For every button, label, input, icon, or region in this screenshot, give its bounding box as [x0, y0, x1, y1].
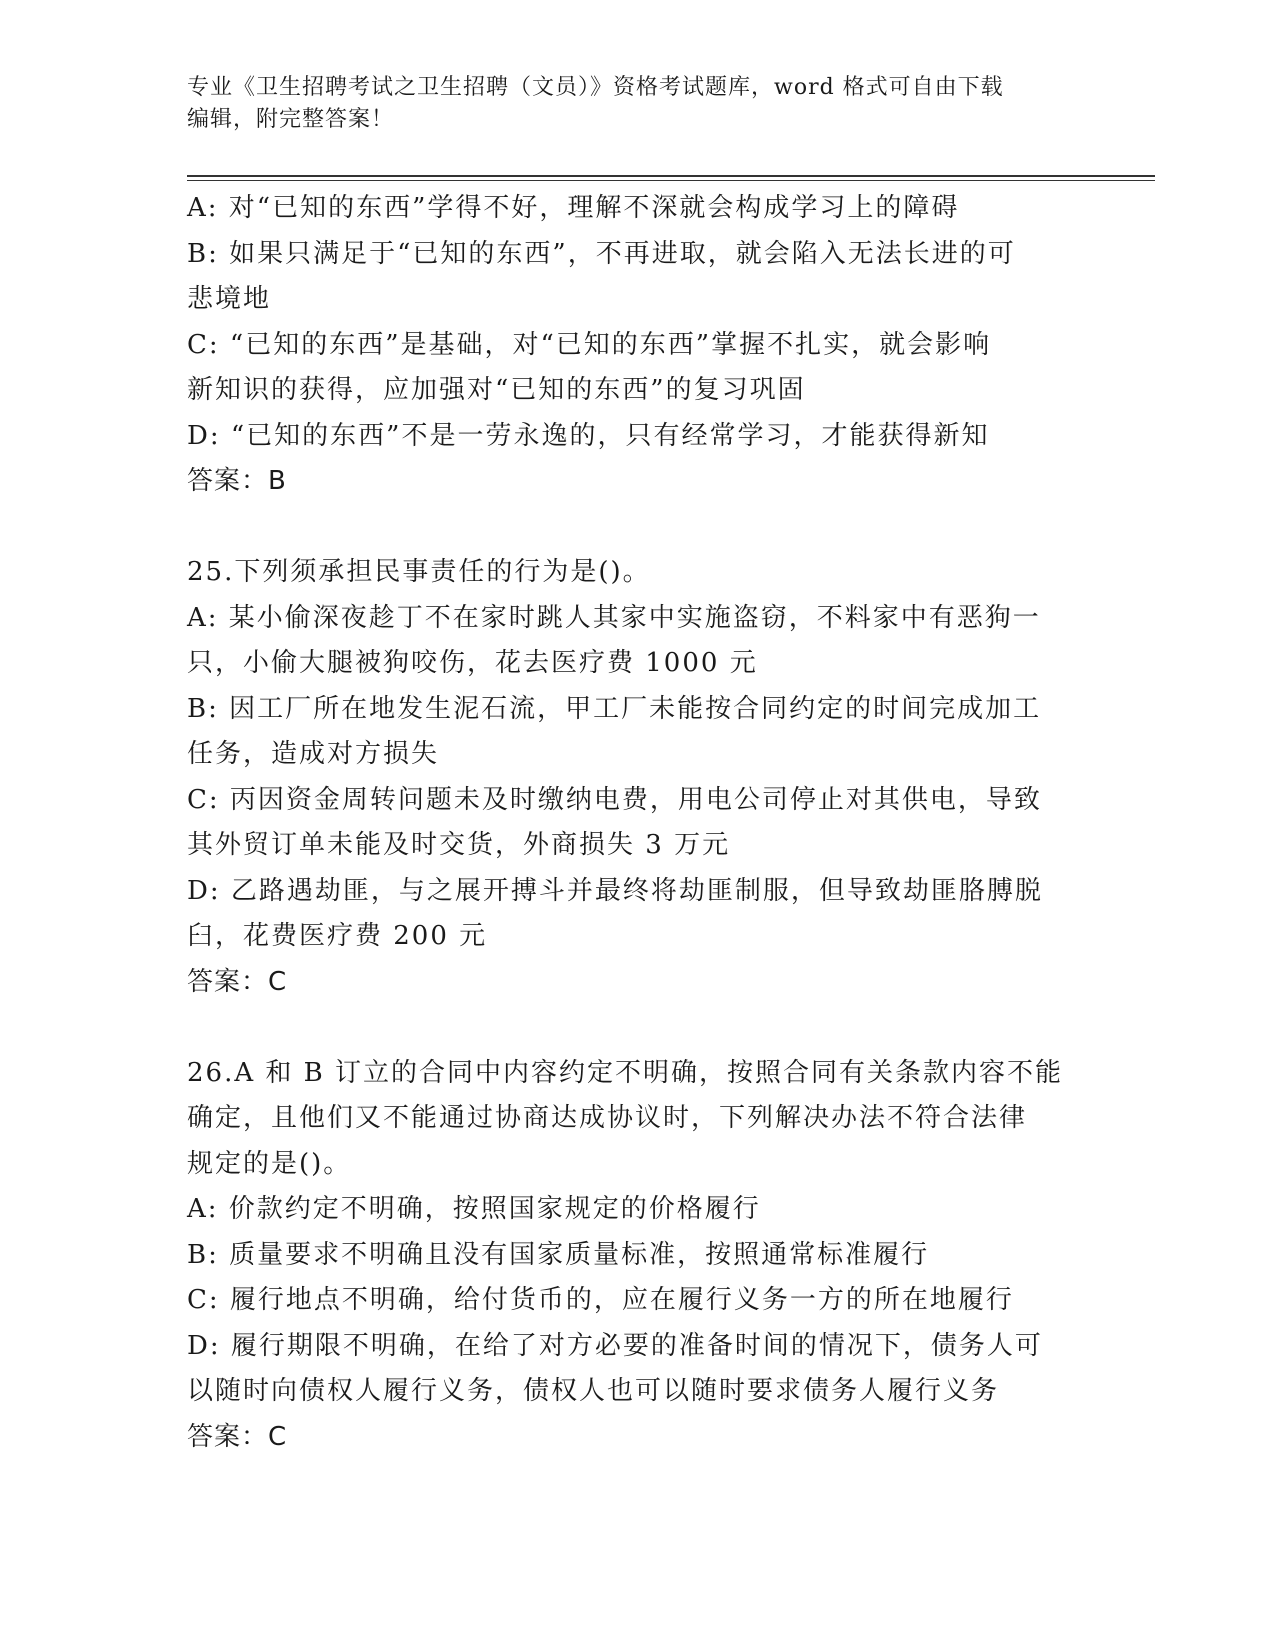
option-a: A: 价款约定不明确，按照国家规定的价格履行	[187, 1194, 761, 1224]
answer-line: 答案：C	[187, 1421, 288, 1452]
question-stem: 26.A 和 B 订立的合同中内容约定不明确，按照合同有关条款内容不能	[187, 1057, 1064, 1088]
answer-line: 答案：C	[187, 966, 288, 997]
question-26	[187, 1051, 1067, 1461]
option-a: A: 对“已知的东西”学得不好，理解不深就会构成学习上的障碍	[187, 193, 960, 223]
spacer	[187, 1005, 1067, 1051]
previous-question	[187, 186, 1067, 505]
option-d: D: “已知的东西”不是一劳永逸的，只有经常学习，才能获得新知	[187, 420, 990, 451]
question-stem-continued: 确定，且他们又不能通过协商达成协议时，下列解决办法不符合法律	[187, 1103, 1028, 1133]
spacer	[187, 505, 1067, 551]
header-divider	[187, 175, 1155, 181]
question-stem: 25.下列须承担民事责任的行为是()。	[187, 557, 651, 587]
option-b: B: 如果只满足于“已知的东西”，不再进取，就会陷入无法长进的可	[187, 238, 1016, 269]
option-c: C: 丙因资金周转问题未及时缴纳电费，用电公司停止对其供电，导致	[187, 784, 1042, 815]
option-b: B: 因工厂所在地发生泥石流，甲工厂未能按合同约定的时间完成加工	[187, 693, 1042, 724]
option-d: D: 乙路遇劫匪，与之展开搏斗并最终将劫匪制服，但导致劫匪胳膊脱	[187, 875, 1043, 906]
option-c: C: 履行地点不明确，给付货币的，应在履行义务一方的所在地履行	[187, 1285, 1014, 1315]
question-content	[187, 186, 1067, 1460]
question-stem-continued: 规定的是()。	[187, 1148, 352, 1179]
option-c-continued: 新知识的获得，应加强对“已知的东西”的复习巩固	[187, 375, 806, 405]
option-b: B: 质量要求不明确且没有国家质量标准，按照通常标准履行	[187, 1239, 930, 1270]
option-c: C: “已知的东西”是基础，对“已知的东西”掌握不扎实，就会影响	[187, 329, 992, 360]
answer-line: 答案：B	[187, 466, 287, 496]
option-d: D: 履行期限不明确，在给了对方必要的准备时间的情况下，债务人可	[187, 1330, 1043, 1361]
option-c-continued: 其外贸订单未能及时交货，外商损失 3 万元	[187, 830, 731, 860]
question-25	[187, 550, 1067, 1005]
header-line: 编辑，附完整答案！	[187, 107, 395, 132]
option-d-continued: 以随时向债权人履行义务，债权人也可以随时要求债务人履行义务	[187, 1376, 1000, 1406]
document-header	[187, 72, 1067, 136]
header-line: 专业《卫生招聘考试之卫生招聘（文员）》资格考试题库，word 格式可自由下载	[187, 75, 1004, 100]
option-a: A: 某小偷深夜趁丁不在家时跳人其家中实施盗窃，不料家中有恶狗一	[187, 602, 1041, 633]
option-b-continued: 悲境地	[187, 284, 272, 314]
option-a-continued: 只，小偷大腿被狗咬伤，花去医疗费 1000 元	[187, 648, 758, 678]
option-d-continued: 臼，花费医疗费 200 元	[187, 921, 488, 951]
option-b-continued: 任务，造成对方损失	[187, 739, 440, 769]
